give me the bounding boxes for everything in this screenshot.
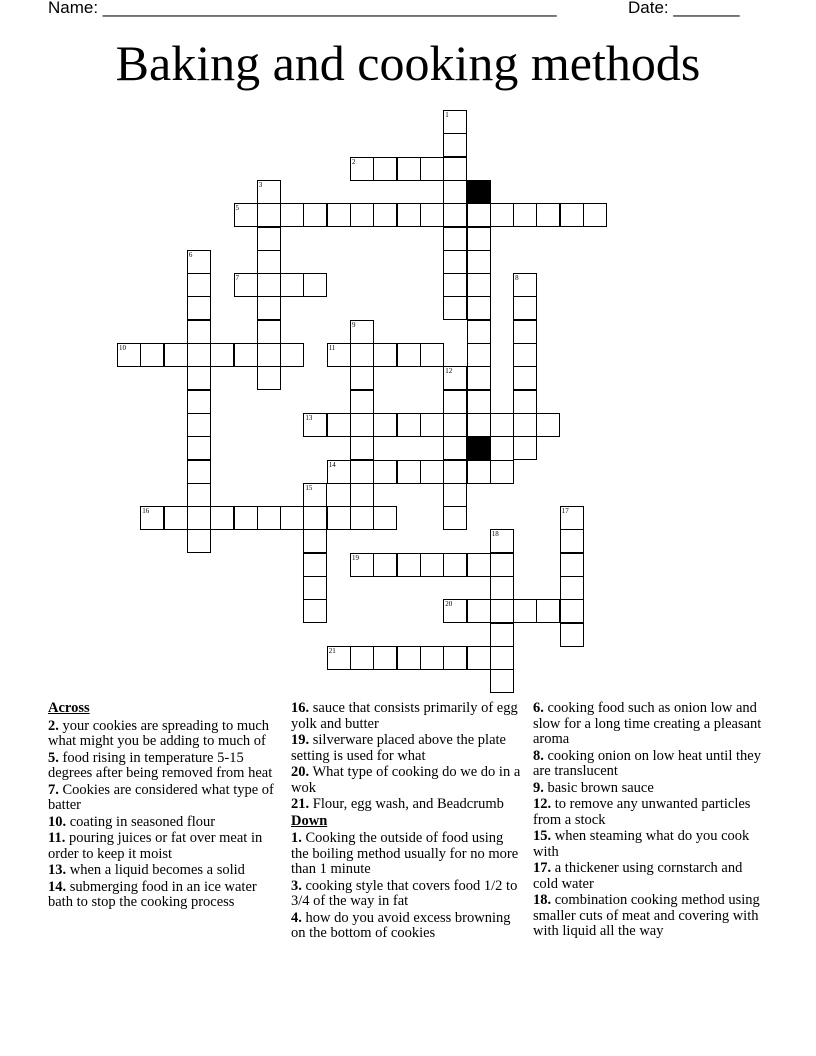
crossword-cell[interactable] — [187, 506, 211, 530]
clue-number-label: 21. — [291, 796, 310, 812]
clue-number-label: 11. — [48, 830, 66, 846]
clue-text: when a liquid becomes a solid — [66, 862, 245, 878]
crossword-cell[interactable] — [350, 483, 374, 507]
clue-number-label: 17. — [533, 860, 552, 876]
crossword-cell[interactable] — [420, 646, 444, 670]
clue-text: Cookies are considered what type of batter — [48, 781, 274, 813]
clue-number-label: 15. — [533, 828, 552, 844]
crossword-cell[interactable] — [560, 576, 584, 600]
clue-number: 14 — [328, 460, 336, 469]
crossword-cell[interactable] — [397, 343, 421, 367]
crossword-cell[interactable] — [303, 413, 327, 437]
clue-number-label: 5. — [48, 749, 59, 766]
clue-text: pouring juices or fat over meat in order to keep it moist — [48, 830, 263, 862]
clue-text: food rising in temperature 5-15 degrees after being removed from heat — [48, 749, 273, 781]
crossword-cell[interactable] — [467, 390, 491, 414]
down-clue — [291, 879, 523, 910]
name-field-label: Name: ________________________________________________ — [48, 0, 557, 17]
crossword-cell[interactable] — [257, 250, 281, 274]
crossword-cell[interactable] — [467, 320, 491, 344]
down-clue — [291, 911, 523, 942]
crossword-cell[interactable] — [373, 506, 397, 530]
crossword-cell[interactable] — [187, 390, 211, 414]
crossword-cell[interactable] — [140, 506, 164, 530]
crossword-cell[interactable] — [234, 506, 258, 530]
crossword-cell[interactable] — [373, 157, 397, 181]
crossword-cell[interactable] — [187, 320, 211, 344]
crossword-cell[interactable] — [443, 413, 467, 437]
date-field-label: Date: _______ — [628, 0, 740, 17]
crossword-cell[interactable] — [490, 576, 514, 600]
crossword-cell[interactable] — [490, 669, 514, 693]
clue-number-label: 13. — [48, 862, 67, 878]
clue-number: 3 — [258, 180, 263, 189]
crossword-cell[interactable] — [490, 599, 514, 623]
black-square — [467, 180, 491, 204]
clue-text: What type of cooking do we do in a wok — [291, 764, 521, 796]
crossword-cell[interactable] — [257, 273, 281, 297]
clue-number: 17 — [561, 507, 569, 516]
crossword-cell[interactable] — [443, 180, 467, 204]
crossword-cell[interactable] — [397, 203, 421, 227]
clue-number: 15 — [305, 483, 313, 492]
crossword-cell[interactable] — [280, 506, 304, 530]
clue-number-label: 6. — [533, 700, 544, 716]
crossword-cell[interactable] — [443, 599, 467, 623]
crossword-cell[interactable] — [443, 273, 467, 297]
crossword-cell[interactable] — [443, 390, 467, 414]
clue-number: 5 — [235, 204, 239, 213]
crossword-cell[interactable] — [490, 646, 514, 670]
crossword-cell[interactable] — [420, 460, 444, 484]
crossword-cell[interactable] — [373, 646, 397, 670]
clue-text: coating in seasoned flour — [66, 813, 216, 830]
crossword-cell[interactable] — [536, 203, 560, 227]
crossword-cell[interactable] — [327, 413, 351, 437]
crossword-cell[interactable] — [443, 506, 467, 530]
crossword-cell[interactable] — [443, 436, 467, 460]
clue-number: 7 — [235, 274, 239, 283]
crossword-cell[interactable] — [490, 460, 514, 484]
crossword-cell[interactable] — [467, 646, 491, 670]
crossword-cell[interactable] — [560, 623, 584, 647]
crossword-cell[interactable] — [350, 436, 374, 460]
crossword-cell[interactable] — [303, 483, 327, 507]
crossword-cell[interactable] — [443, 296, 467, 320]
black-square — [467, 436, 491, 460]
crossword-cell[interactable] — [234, 343, 258, 367]
clues-column-2 — [291, 701, 523, 943]
page-title: Baking and cooking methods — [115, 35, 701, 91]
clue-text: how do you avoid excess browning on the bottom of cookies — [291, 909, 511, 941]
crossword-cell[interactable] — [467, 460, 491, 484]
crossword-cell[interactable] — [560, 529, 584, 553]
crossword-cell[interactable] — [280, 273, 304, 297]
crossword-cell[interactable] — [257, 227, 281, 251]
crossword-cell[interactable] — [467, 343, 491, 367]
across-clue — [291, 733, 523, 764]
crossword-cell[interactable] — [467, 250, 491, 274]
crossword-cell[interactable] — [560, 553, 584, 577]
crossword-cell[interactable] — [467, 296, 491, 320]
crossword-cell[interactable] — [187, 366, 211, 390]
crossword-cell[interactable] — [467, 599, 491, 623]
crossword-cell[interactable] — [420, 553, 444, 577]
crossword-cell[interactable] — [443, 250, 467, 274]
clue-number: 20 — [445, 600, 453, 609]
clue-text: when steaming what do you cook with — [533, 828, 750, 860]
crossword-cell[interactable] — [187, 460, 211, 484]
crossword-cell[interactable] — [560, 599, 584, 623]
clue-text: combination cooking method using smaller cuts of meat and covering with with liquid all the way — [533, 892, 760, 939]
crossword-cell[interactable] — [443, 366, 467, 390]
crossword-cell[interactable] — [583, 203, 607, 227]
crossword-cell[interactable] — [350, 320, 374, 344]
clue-number-label: 12. — [533, 796, 552, 812]
crossword-cell[interactable] — [187, 296, 211, 320]
crossword-cell[interactable] — [303, 273, 327, 297]
crossword-cell[interactable] — [187, 250, 211, 274]
clue-number: 8 — [515, 274, 519, 283]
across-clue — [48, 880, 280, 911]
crossword-cell[interactable] — [327, 506, 351, 530]
clue-number: 16 — [142, 507, 150, 516]
crossword-cell[interactable] — [210, 506, 234, 530]
crossword-cell[interactable] — [536, 413, 560, 437]
clue-number-label: 1. — [291, 830, 302, 846]
crossword-cell[interactable] — [350, 553, 374, 577]
clue-text: sauce that consists primarily of egg yolk and butter — [291, 700, 518, 732]
down-clue — [533, 797, 765, 828]
down-clue — [533, 781, 765, 797]
crossword-cell[interactable] — [467, 366, 491, 390]
crossword-cell[interactable] — [303, 576, 327, 600]
crossword-cell[interactable] — [140, 343, 164, 367]
crossword-cell[interactable] — [350, 646, 374, 670]
down-clue — [533, 893, 765, 940]
crossword-cell[interactable] — [420, 343, 444, 367]
down-heading: Down — [291, 812, 328, 829]
crossword-cell[interactable] — [187, 343, 211, 367]
clue-number-label: 14. — [48, 878, 67, 895]
crossword-cell[interactable] — [513, 203, 537, 227]
crossword-cell[interactable] — [513, 366, 537, 390]
crossword-cell[interactable] — [350, 366, 374, 390]
crossword-cell[interactable] — [490, 623, 514, 647]
crossword-cell[interactable] — [280, 203, 304, 227]
crossword-cell[interactable] — [327, 203, 351, 227]
crossword-cell[interactable] — [513, 320, 537, 344]
across-clue — [291, 765, 523, 796]
clue-number-label: 2. — [48, 717, 59, 734]
clue-number-label: 18. — [533, 892, 552, 908]
crossword-cell[interactable] — [420, 157, 444, 181]
clue-number: 10 — [119, 344, 126, 352]
clue-text: Flour, egg wash, and Beadcrumb — [309, 796, 504, 812]
clue-text: silverware placed above the plate setting is used for what — [291, 732, 506, 764]
clue-number: 21 — [328, 646, 336, 655]
crossword-cell[interactable] — [443, 646, 467, 670]
across-clue — [291, 701, 523, 732]
crossword-cell[interactable] — [490, 529, 514, 553]
crossword-cell[interactable] — [303, 203, 327, 227]
across-clue — [48, 863, 280, 879]
crossword-cell[interactable] — [443, 460, 467, 484]
crossword-cell[interactable] — [350, 157, 374, 181]
crossword-cell[interactable] — [373, 343, 397, 367]
crossword-cell[interactable] — [257, 320, 281, 344]
clue-number-label: 9. — [533, 779, 544, 796]
clue-text: Cooking the outside of food using the boiling method usually for no more than 1 minute — [291, 830, 519, 877]
clue-number: 19 — [352, 553, 359, 562]
crossword-cell[interactable] — [303, 529, 327, 553]
down-clue — [533, 829, 765, 860]
crossword-cell[interactable] — [350, 506, 374, 530]
crossword-cell[interactable] — [397, 553, 421, 577]
clue-text: submerging food in an ice water bath to stop the cooking process — [48, 878, 257, 910]
crossword-cell[interactable] — [257, 366, 281, 390]
clues-column-1 — [48, 701, 280, 912]
crossword-cell[interactable] — [257, 180, 281, 204]
down-clue — [533, 749, 765, 780]
crossword-cell[interactable] — [327, 343, 351, 367]
crossword-cell[interactable] — [397, 157, 421, 181]
crossword-cell[interactable] — [257, 203, 281, 227]
clue-text: to remove any unwanted particles from a stock — [533, 796, 751, 828]
crossword-cell[interactable] — [303, 553, 327, 577]
down-clue — [291, 831, 523, 878]
crossword-cell[interactable] — [350, 413, 374, 437]
crossword-cell[interactable] — [257, 296, 281, 320]
crossword-cell[interactable] — [443, 553, 467, 577]
crossword-cell[interactable] — [327, 646, 351, 670]
crossword-cell[interactable] — [467, 413, 491, 437]
clue-number: 11 — [328, 344, 336, 352]
crossword-cell[interactable] — [327, 460, 351, 484]
clue-number: 2 — [352, 157, 356, 166]
crossword-cell[interactable] — [257, 343, 281, 367]
crossword-cell[interactable] — [350, 390, 374, 414]
crossword-cell[interactable] — [257, 506, 281, 530]
crossword-cell[interactable] — [443, 110, 467, 134]
across-heading: Across — [48, 700, 90, 716]
crossword-cell[interactable] — [373, 203, 397, 227]
crossword-cell[interactable] — [164, 343, 188, 367]
clue-text: your cookies are spreading to much what might you be adding to much of — [48, 717, 270, 749]
crossword-cell[interactable] — [397, 413, 421, 437]
clue-number: 1 — [445, 111, 449, 119]
crossword-cell[interactable] — [187, 529, 211, 553]
down-clue — [533, 701, 765, 748]
crossword-cell[interactable] — [443, 483, 467, 507]
crossword-cell[interactable] — [373, 553, 397, 577]
crossword-cell[interactable] — [467, 227, 491, 251]
crossword-cell[interactable] — [234, 203, 258, 227]
crossword-cell[interactable] — [443, 227, 467, 251]
crossword-cell[interactable] — [187, 483, 211, 507]
crossword-cell[interactable] — [513, 599, 537, 623]
crossword-cell[interactable] — [373, 413, 397, 437]
crossword-cell[interactable] — [536, 599, 560, 623]
clue-number-label: 3. — [291, 877, 302, 894]
crossword-cell[interactable] — [210, 343, 234, 367]
crossword-cell[interactable] — [234, 273, 258, 297]
across-clue — [48, 831, 280, 862]
clue-text: cooking style that covers food 1/2 to 3/4 of the way in fat — [291, 877, 518, 909]
across-clue — [48, 815, 280, 831]
across-clue — [48, 719, 280, 750]
crossword-cell[interactable] — [397, 646, 421, 670]
clue-number-label: 20. — [291, 764, 310, 780]
crossword-cell[interactable] — [513, 390, 537, 414]
clues-column-3 — [533, 701, 765, 941]
crossword-cell[interactable] — [117, 343, 141, 367]
clue-number-label: 10. — [48, 813, 67, 830]
crossword-cell[interactable] — [490, 413, 514, 437]
crossword-cell[interactable] — [560, 203, 584, 227]
down-clue — [533, 861, 765, 892]
crossword-cell[interactable] — [513, 413, 537, 437]
clue-number: 13 — [305, 413, 313, 422]
clue-number: 18 — [491, 530, 499, 539]
crossword-cell[interactable] — [187, 273, 211, 297]
crossword-cell[interactable] — [187, 413, 211, 437]
across-clue — [291, 797, 523, 813]
crossword-cell[interactable] — [467, 273, 491, 297]
crossword-cell[interactable] — [303, 599, 327, 623]
across-clue — [48, 751, 280, 782]
crossword-cell[interactable] — [280, 343, 304, 367]
crossword-cell[interactable] — [373, 460, 397, 484]
crossword-cell[interactable] — [490, 553, 514, 577]
clue-number: 9 — [352, 320, 356, 329]
crossword-cell[interactable] — [513, 296, 537, 320]
crossword-cell[interactable] — [350, 460, 374, 484]
clue-number-label: 7. — [48, 781, 59, 798]
crossword-cell[interactable] — [467, 203, 491, 227]
clue-text: basic brown sauce — [543, 779, 654, 796]
crossword-cell[interactable] — [443, 157, 467, 181]
crossword-cell[interactable] — [420, 413, 444, 437]
clue-text: cooking food such as onion low and slow for a long time creating a pleasant aroma — [533, 700, 762, 747]
clue-number-label: 8. — [533, 747, 544, 764]
clue-number-label: 19. — [291, 732, 310, 748]
crossword-cell[interactable] — [513, 273, 537, 297]
crossword-cell[interactable] — [443, 133, 467, 157]
crossword-cell[interactable] — [467, 553, 491, 577]
crossword-cell[interactable] — [420, 203, 444, 227]
crossword-cell[interactable] — [303, 506, 327, 530]
crossword-cell[interactable] — [164, 506, 188, 530]
clue-text: cooking onion on low heat until they are translucent — [533, 747, 761, 779]
clue-number: 4 — [468, 180, 472, 189]
crossword-cell[interactable] — [490, 203, 514, 227]
clue-text: a thickener using cornstarch and cold water — [533, 860, 743, 892]
clue-number-label: 4. — [291, 909, 302, 926]
clue-number: 6 — [188, 250, 193, 259]
crossword-cell[interactable] — [443, 203, 467, 227]
crossword-cell[interactable] — [187, 436, 211, 460]
crossword-cell[interactable] — [350, 203, 374, 227]
crossword-cell[interactable] — [350, 343, 374, 367]
across-clue — [48, 783, 280, 814]
crossword-cell[interactable] — [560, 506, 584, 530]
crossword-cell[interactable] — [513, 343, 537, 367]
crossword-cell[interactable] — [513, 436, 537, 460]
clue-number-label: 16. — [291, 700, 310, 716]
clue-number: 12 — [445, 367, 453, 376]
crossword-cell[interactable] — [397, 460, 421, 484]
